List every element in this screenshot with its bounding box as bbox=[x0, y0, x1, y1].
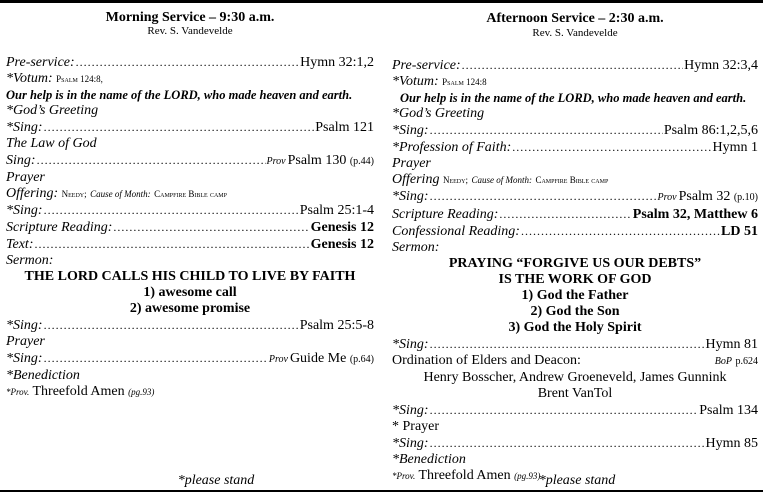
afternoon-sing-4: *Sing: ..... Psalm 134 bbox=[392, 402, 758, 419]
afternoon-help-text: Our help is in the name of the LORD, who made heaven and earth. bbox=[400, 91, 747, 105]
morning-greeting: *God’s Greeting bbox=[6, 103, 99, 118]
morning-text: Text: ..... Genesis 12 bbox=[6, 236, 374, 253]
morning-point-2: 2) awesome promise bbox=[129, 301, 251, 316]
morning-law: The Law of God bbox=[6, 136, 97, 151]
afternoon-title: Afternoon Service – 2:30 a.m. bbox=[486, 11, 664, 26]
morning-help-text: Our help is in the name of the LORD, who made heaven and earth. bbox=[6, 88, 353, 102]
afternoon-sing-3: *Sing: ..... Hymn 81 bbox=[392, 336, 758, 353]
morning-benediction: *Benediction bbox=[6, 368, 80, 383]
morning-votum: *Votum: Psalm 124:8, bbox=[6, 71, 103, 86]
afternoon-ordination-names-2: Brent VanTol bbox=[537, 386, 613, 401]
afternoon-ordination: Ordination of Elders and Deacon: BoP p.624 bbox=[392, 353, 758, 368]
afternoon-sing-5: *Sing: ..... Hymn 85 bbox=[392, 435, 758, 452]
afternoon-scripture: Scripture Reading: ..... Psalm 32, Matthew 6 bbox=[392, 206, 758, 223]
afternoon-sing-1: *Sing: ..... Psalm 86:1,2,5,6 bbox=[392, 122, 758, 139]
morning-title: Morning Service – 9:30 a.m. bbox=[105, 10, 275, 25]
morning-sing-5: *Sing: ..... Prov Guide Me (p.64) bbox=[6, 350, 374, 368]
afternoon-greeting: *God’s Greeting bbox=[392, 106, 485, 121]
morning-prayer-2: Prayer bbox=[6, 334, 45, 349]
afternoon-ordination-names-1: Henry Bosscher, Andrew Groeneveld, James Gunnink bbox=[423, 370, 727, 385]
morning-scripture: Scripture Reading: ..... Genesis 12 bbox=[6, 219, 374, 236]
afternoon-sermon-title-1: PRAYING “FORGIVE US OUR DEBTS” bbox=[448, 256, 702, 271]
afternoon-profession-of-faith: *Profession of Faith: ..... Hymn 1 bbox=[392, 139, 758, 156]
morning-sing-2: Sing: ..... Prov Psalm 130 (p.44) bbox=[6, 152, 374, 170]
afternoon-offering: Offering Needy; Cause of Month: Campfire Bible camp bbox=[392, 172, 609, 187]
morning-rev: Rev. S. Vandevelde bbox=[147, 25, 233, 37]
afternoon-please-stand: *please stand bbox=[538, 473, 616, 488]
afternoon-votum: *Votum: Psalm 124:8 bbox=[392, 74, 487, 89]
morning-order bbox=[6, 54, 374, 400]
afternoon-prayer-1: Prayer bbox=[392, 156, 431, 171]
morning-sermon-title: THE LORD CALLS HIS CHILD TO LIVE BY FAITH bbox=[24, 269, 356, 284]
afternoon-benediction: *Benediction bbox=[392, 452, 466, 467]
afternoon-sermon-label: Sermon: bbox=[392, 240, 440, 255]
afternoon-point-3: 3) God the Holy Spirit bbox=[508, 320, 642, 335]
afternoon-amen: *Prov. Threefold Amen (pg.93) bbox=[392, 468, 541, 483]
morning-sing-4: *Sing: ..... Psalm 25:5-8 bbox=[6, 317, 374, 334]
afternoon-confessional: Confessional Reading: ..... LD 51 bbox=[392, 223, 758, 240]
morning-sing-1: *Sing: ..... Psalm 121 bbox=[6, 119, 374, 136]
morning-prayer-1: Prayer bbox=[6, 170, 45, 185]
afternoon-preservice: Pre-service: ..... Hymn 32:3,4 bbox=[392, 57, 758, 74]
afternoon-point-1: 1) God the Father bbox=[521, 288, 629, 303]
morning-offering: Offering: Needy; Cause of Month: Campfire Bible camp bbox=[6, 186, 227, 201]
afternoon-prayer-2: * Prayer bbox=[392, 419, 440, 434]
morning-sing-3: *Sing: ..... Psalm 25:1-4 bbox=[6, 202, 374, 219]
top-rule bbox=[0, 0, 763, 3]
morning-point-1: 1) awesome call bbox=[143, 285, 237, 300]
morning-please-stand: *please stand bbox=[177, 473, 255, 488]
afternoon-sing-2: *Sing: ..... Prov Psalm 32 (p.10) bbox=[392, 188, 758, 206]
afternoon-order bbox=[392, 57, 758, 484]
afternoon-rev: Rev. S. Vandevelde bbox=[532, 27, 618, 39]
morning-preservice: Pre-service: ..... Hymn 32:1,2 bbox=[6, 54, 374, 71]
morning-amen: *Prov. Threefold Amen (pg.93) bbox=[6, 384, 155, 399]
bottom-rule bbox=[0, 490, 763, 492]
afternoon-sermon-title-2: IS THE WORK OF GOD bbox=[498, 272, 652, 287]
afternoon-point-2: 2) God the Son bbox=[530, 304, 620, 319]
morning-sermon-label: Sermon: bbox=[6, 253, 54, 268]
